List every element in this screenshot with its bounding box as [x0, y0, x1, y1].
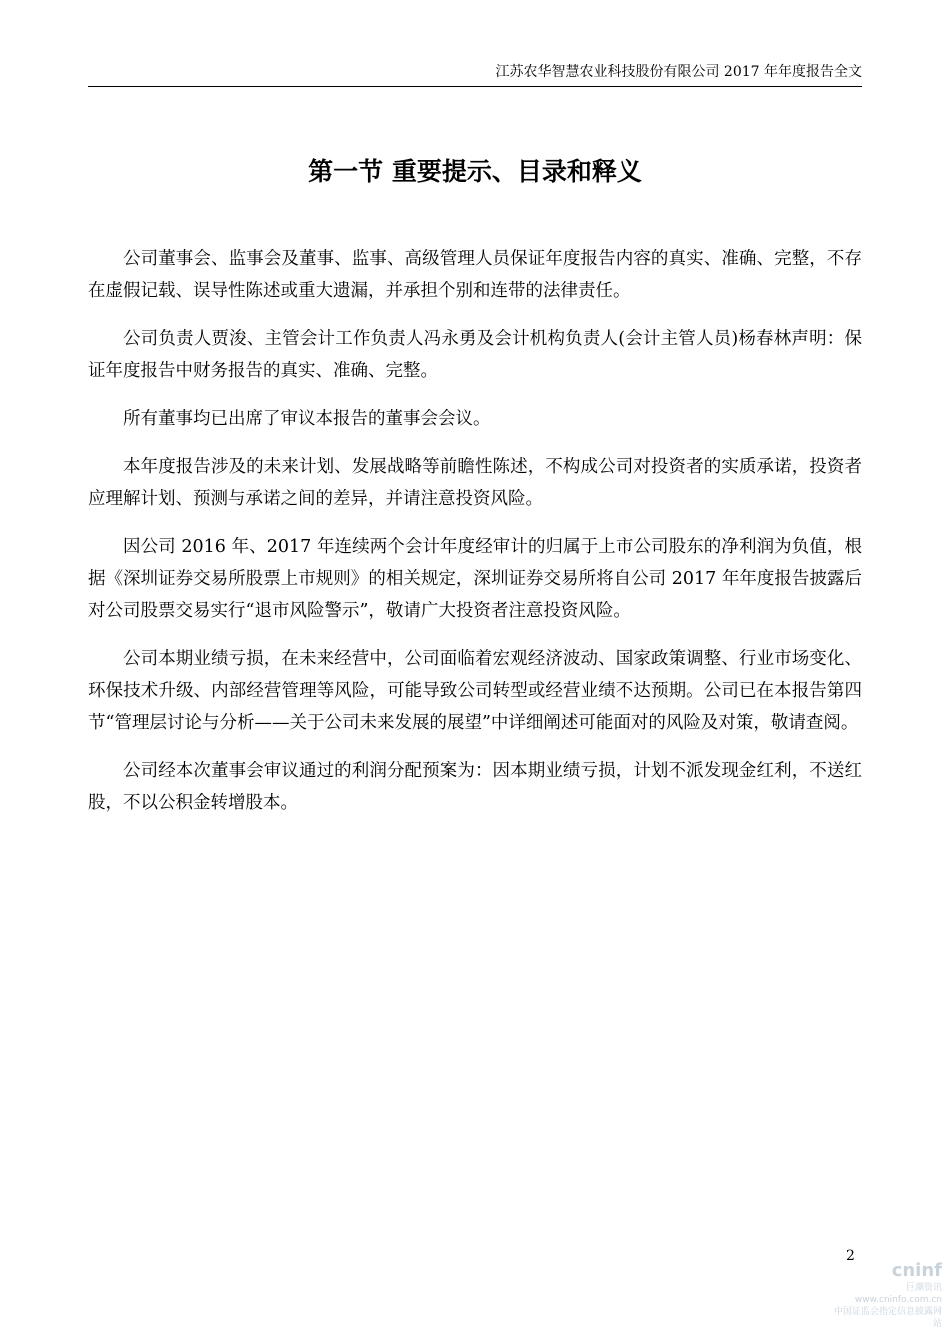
header-divider [88, 86, 862, 87]
watermark-line-3: 中国证监会指定信息披露网站 [833, 1307, 942, 1329]
body-content [88, 243, 862, 835]
section-title: 第一节 重要提示、目录和释义 [308, 157, 642, 186]
paragraph-4: 本年度报告涉及的未来计划、发展战略等前瞻性陈述，不构成公司对投资者的实质承诺，投资者应理解计划、预测与承诺之间的差异，并请注意投资风险。 [88, 457, 862, 509]
paragraph-1: 公司董事会、监事会及董事、监事、高级管理人员保证年度报告内容的真实、准确、完整，不存在虚假记载、误导性陈述或重大遗漏，并承担个别和连带的法律责任。 [88, 249, 862, 301]
paragraph-5: 因公司 2016 年、2017 年连续两个会计年度经审计的归属于上市公司股东的净利润为负值，根据《深圳证券交易所股票上市规则》的相关规定，深圳证券交易所将自公司 2017 年年度报告披露后对公司股票交易实行“退市风险警示”，敬请广大投资者注意投资风险。 [88, 537, 862, 621]
running-header: 江苏农华智慧农业科技股份有限公司 2017 年年度报告全文 [495, 64, 862, 80]
page-number: 2 [846, 1248, 855, 1264]
watermark-line-2: www.cninfo.com.cn [854, 1295, 942, 1305]
watermark-line-1: 巨潮资讯 [905, 1283, 942, 1293]
cninfo-watermark [832, 1260, 942, 1338]
watermark-logo: cninf [891, 1260, 942, 1281]
paragraph-2: 公司负责人贾浚、主管会计工作负责人冯永勇及会计机构负责人(会计主管人员)杨春林声明：保证年度报告中财务报告的真实、准确、完整。 [88, 329, 862, 381]
paragraph-7: 公司经本次董事会审议通过的利润分配预案为：因本期业绩亏损，计划不派发现金红利，不送红股，不以公积金转增股本。 [88, 761, 862, 813]
paragraph-3: 所有董事均已出席了审议本报告的董事会会议。 [123, 409, 491, 429]
paragraph-6: 公司本期业绩亏损，在未来经营中，公司面临着宏观经济波动、国家政策调整、行业市场变化、环保技术升级、内部经营管理等风险，可能导致公司转型或经营业绩不达预期。公司已在本报告第四节“管理层讨论与分析——关于公司未来发展的展望”中详细阐述可能面对的风险及对策，敬请查阅。 [88, 649, 862, 733]
